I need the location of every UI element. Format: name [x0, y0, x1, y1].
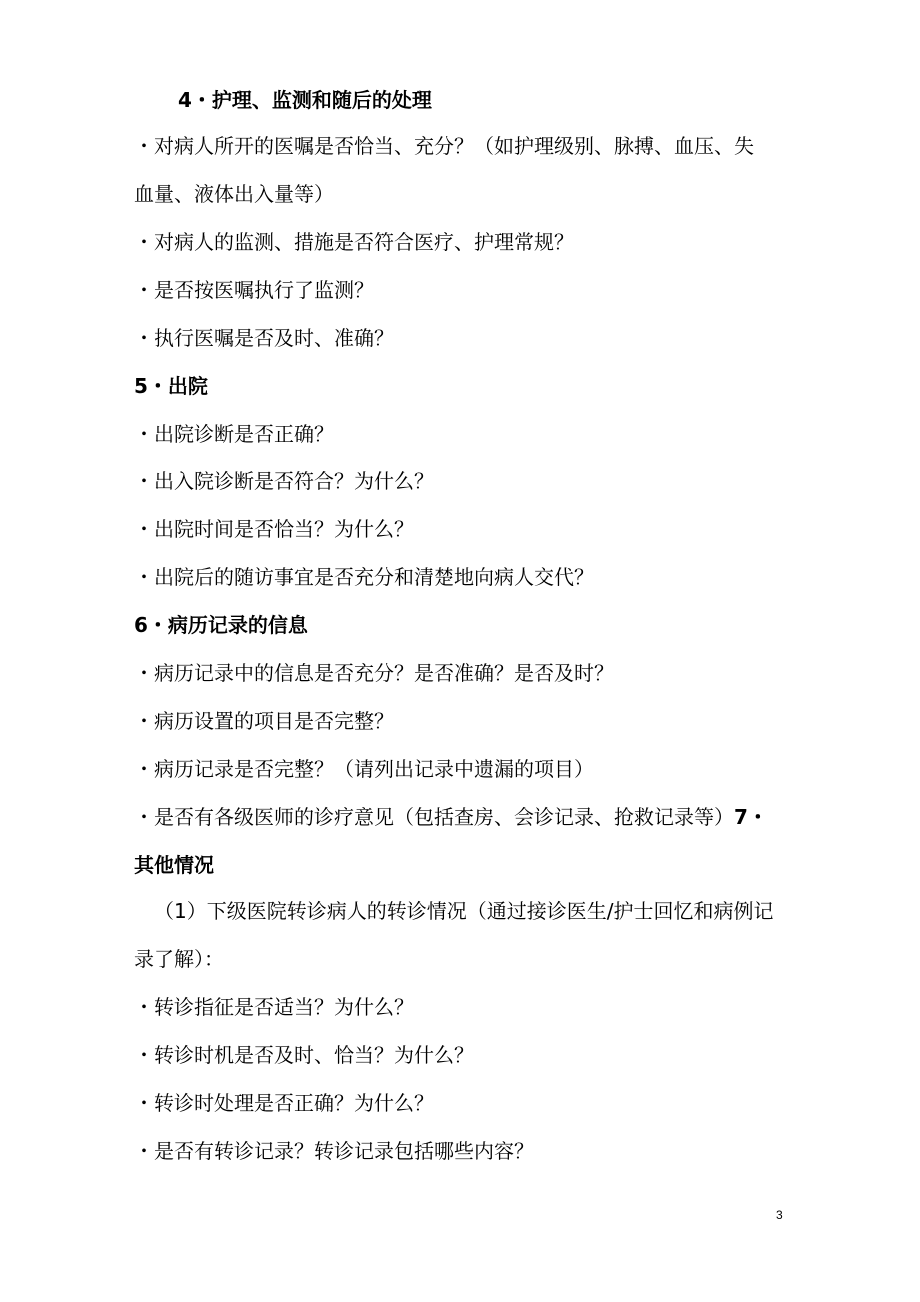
- section-7-number: 7・: [734, 805, 768, 829]
- section-5-item-1: ・出院诊断是否正确？: [134, 422, 334, 446]
- section-5-heading: 5・出院: [134, 374, 208, 398]
- section-6-item-2: ・病历设置的项目是否完整？: [134, 709, 394, 733]
- section-4-heading: 4・护理、监测和随后的处理: [178, 88, 432, 112]
- section-4-item-2: ・对病人的监测、措施是否符合医疗、护理常规？: [134, 230, 574, 254]
- section-4-item-4: ・执行医嘱是否及时、准确？: [134, 326, 394, 350]
- section-7-heading: 其他情况: [134, 853, 214, 877]
- page-number: 3: [776, 1208, 783, 1222]
- section-4-item-1-continued: 血量、液体出入量等）: [134, 182, 334, 206]
- section-7-paragraph-line-1: （1）下级医院转诊病人的转诊情况（通过接诊医生/护士回忆和病例记: [154, 899, 774, 923]
- section-4-item-3: ・是否按医嘱执行了监测？: [134, 278, 374, 302]
- section-6-item-4-text: ・是否有各级医师的诊疗意见（包括查房、会诊记录、抢救记录等）: [134, 805, 734, 829]
- section-4-item-1: ・对病人所开的医嘱是否恰当、充分？（如护理级别、脉搏、血压、失: [134, 134, 754, 158]
- section-6-item-1: ・病历记录中的信息是否充分？是否准确？是否及时？: [134, 661, 614, 685]
- section-7-item-1: ・转诊指征是否适当？为什么？: [134, 995, 414, 1019]
- section-7-item-4: ・是否有转诊记录？转诊记录包括哪些内容？: [134, 1139, 534, 1163]
- section-5-item-2: ・出入院诊断是否符合？为什么？: [134, 469, 434, 493]
- section-6-item-3: ・病历记录是否完整？（请列出记录中遗漏的项目）: [134, 757, 594, 781]
- section-5-item-4: ・出院后的随访事宜是否充分和清楚地向病人交代？: [134, 565, 594, 589]
- section-6-item-4: [134, 803, 768, 831]
- section-7-paragraph-line-2: 录了解）：: [134, 947, 224, 971]
- section-7-item-3: ・转诊时处理是否正确？为什么？: [134, 1091, 434, 1115]
- section-6-heading: 6・病历记录的信息: [134, 613, 308, 637]
- section-5-item-3: ・出院时间是否恰当？为什么？: [134, 517, 414, 541]
- section-7-item-2: ・转诊时机是否及时、恰当？为什么？: [134, 1043, 474, 1067]
